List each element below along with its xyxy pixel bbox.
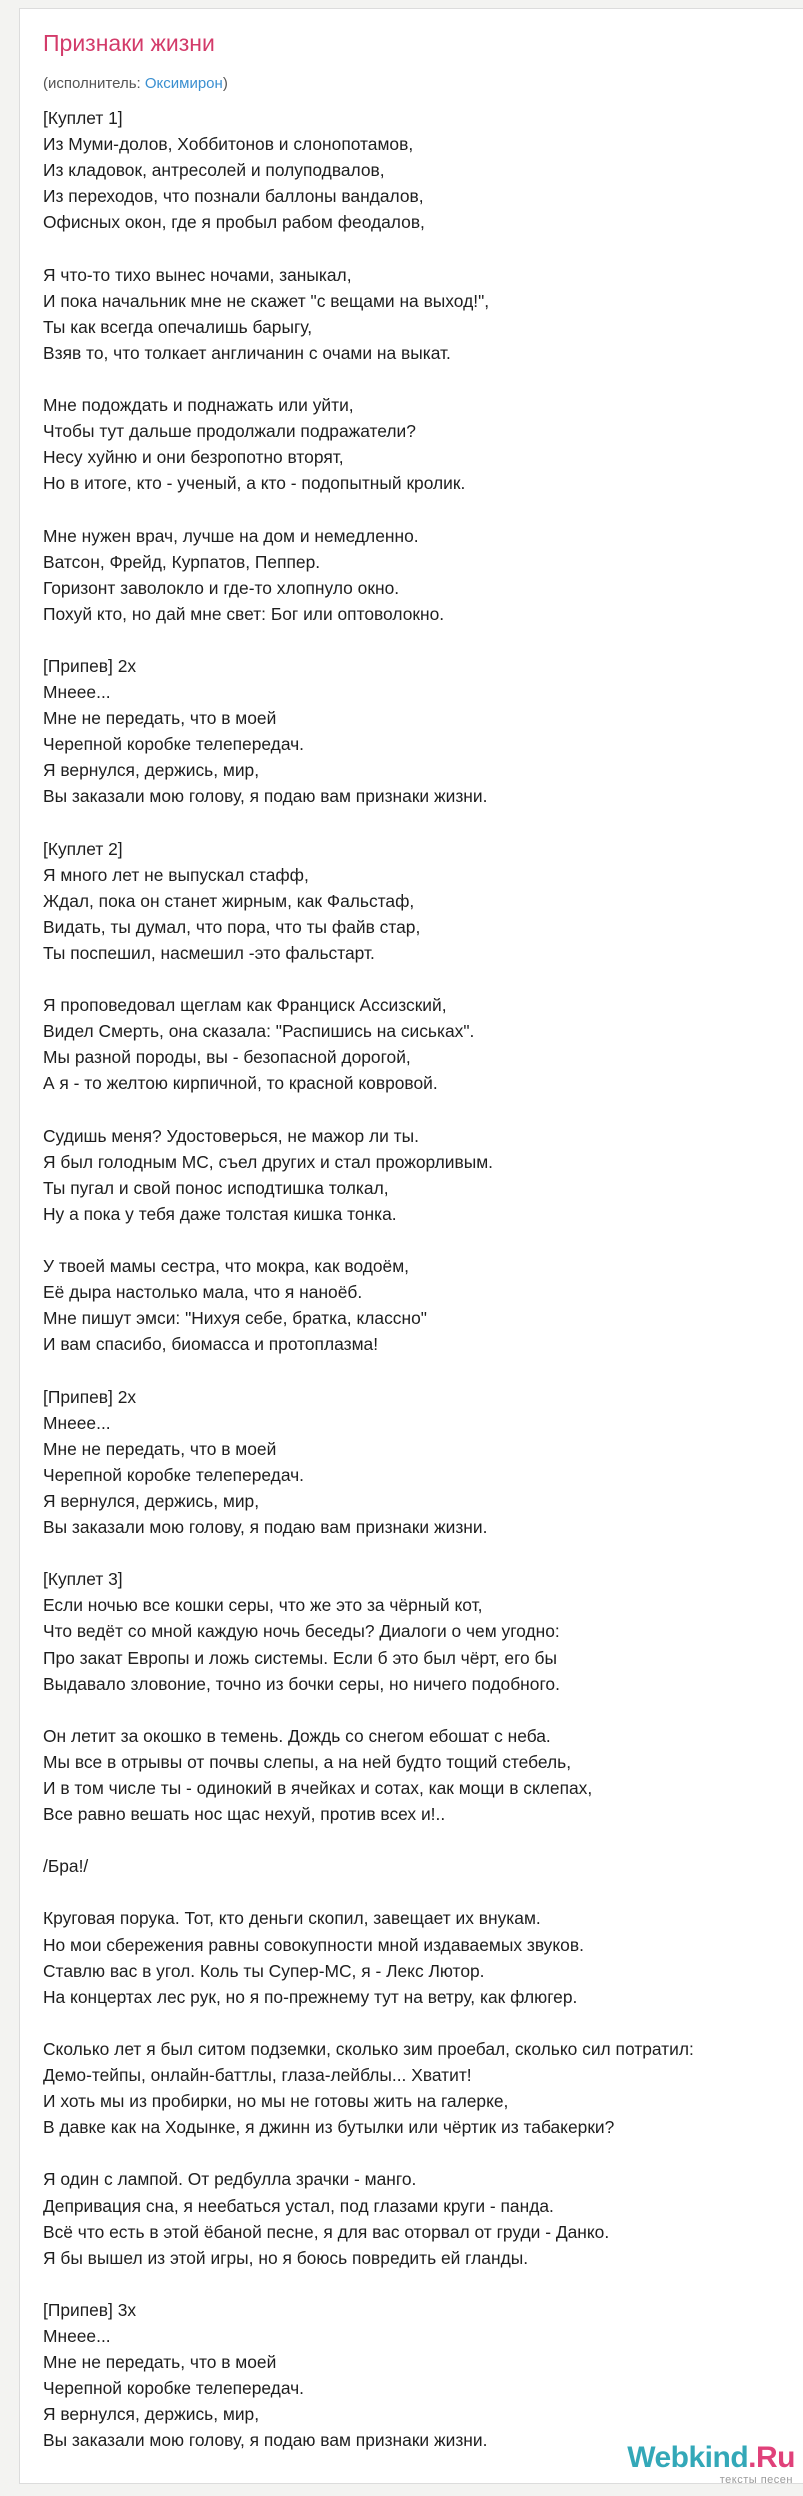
lyric-line: Взяв то, что толкает англичанин с очами на выкат.: [43, 342, 451, 363]
stanza-break: [43, 235, 803, 261]
lyric-line: Мне пишут эмси: "Нихуя себе, братка, классно": [43, 1308, 427, 1329]
lyric-line: Ты поспешил, насмешил -это фальстарт.: [43, 943, 375, 963]
lyric-line: Круговая порука. Тот, кто деньги скопил, завещает их внукам.: [43, 1908, 541, 1929]
stanza-break: [43, 1697, 803, 1723]
lyric-line: Видел Смерть, она сказала: "Распишись на сиськах".: [43, 1021, 475, 1042]
lyric-line: Депривация сна, я неебаться устал, под глазами круги - панда.: [43, 2195, 554, 2216]
stanza-break: [43, 1540, 803, 1566]
stanza-break: [43, 1097, 803, 1123]
lyric-line: Но мои сбережения равны совокупности мной издаваемых звуков.: [43, 1934, 584, 1955]
lyric-line: Я один с лампой. От редбулла зрачки - манго.: [43, 2169, 417, 2190]
lyric-line: Горизонт заволокло и где-то хлопнуло окно.: [43, 577, 400, 598]
lyric-line: Если ночью все кошки серы, что же это за чёрный кот,: [43, 1595, 483, 1616]
lyric-line: Он летит за окошко в темень. Дождь со снегом ебошат с неба.: [43, 1725, 551, 1746]
stanza-break: [43, 2140, 803, 2166]
lyric-line: Я бы вышел из этой игры, но я боюсь повредить ей гланды.: [43, 2247, 529, 2268]
lyrics-page: [19, 8, 803, 2484]
lyric-line: Её дыра настолько мала, что я наноёб.: [43, 1282, 363, 1303]
lyric-line: Видать, ты думал, что пора, что ты файв стар,: [43, 916, 421, 937]
lyric-line: У твоей мамы сестра, что мокра, как водоём,: [43, 1256, 410, 1277]
stanza-break: [43, 1358, 803, 1384]
stanza-break: [43, 810, 803, 836]
artist-link[interactable]: Оксимирон: [144, 75, 223, 92]
stanza-break: [43, 2010, 803, 2036]
lyric-line: [Куплет 2]: [43, 838, 123, 859]
lyric-line: В давке как на Ходынке, я джинн из бутылки или чёртик из табакерки?: [43, 2117, 615, 2138]
lyric-line: Мнеее...: [43, 682, 111, 703]
lyric-line: /Бра!/: [43, 1856, 89, 1877]
lyric-line: Я проповедовал щеглам как Франциск Ассизский,: [43, 995, 447, 1016]
lyric-line: [Куплет 3]: [43, 1569, 123, 1590]
lyric-line: Я что-то тихо вынес ночами, заныкал,: [43, 264, 352, 285]
lyric-line: Из переходов, что познали баллоны вандалов,: [43, 186, 424, 207]
lyric-line: Ватсон, Фрейд, Курпатов, Пеппер.: [43, 551, 321, 572]
lyric-line: Мне не передать, что в моей: [43, 1438, 277, 1459]
lyric-line: Из кладовок, антресолей и полуподвалов,: [43, 160, 385, 181]
lyric-line: Я вернулся, держись, мир,: [43, 1490, 260, 1511]
lyric-line: А я - то желтою кирпичной, то красной ковровой.: [43, 1073, 438, 1094]
lyric-line: Я вернулся, держись, мир,: [43, 2404, 260, 2425]
artist-prefix: (исполнитель:: [43, 75, 145, 92]
stanza-break: [43, 1879, 803, 1905]
lyric-line: [Куплет 1]: [43, 108, 123, 128]
lyric-line: Черепной коробке телепередач.: [43, 1464, 304, 1485]
lyric-line: И в том числе ты - одинокий в ячейках и сотах, как мощи в склепах,: [43, 1778, 593, 1798]
lyric-line: Мы все в отрывы от почвы слепы, а на ней будто тощий стебель,: [43, 1751, 572, 1772]
lyric-line: Черепной коробке телепередач.: [43, 2378, 304, 2399]
lyric-line: Вы заказали мою голову, я подаю вам признаки жизни.: [43, 786, 488, 807]
lyric-line: И вам спасибо, биомасса и протоплазма!: [43, 1334, 379, 1355]
lyric-line: И пока начальник мне не скажет "с вещами на выход!",: [43, 290, 490, 311]
lyric-line: Чтобы тут дальше продолжали подражатели?: [43, 421, 416, 442]
artist-line: [43, 75, 228, 93]
lyric-line: Что ведёт со мной каждую ночь беседы? Диалоги о чем угодно:: [43, 1621, 560, 1642]
lyric-line: Мы разной породы, вы - безопасной дорогой,: [43, 1047, 411, 1068]
lyrics-text: [43, 105, 803, 2453]
lyric-line: Офисных окон, где я пробыл рабом феодалов,: [43, 212, 425, 233]
lyric-line: [Припев] 2x: [43, 655, 137, 676]
lyric-line: Про закат Европы и ложь системы. Если б это был чёрт, его бы: [43, 1647, 557, 1668]
lyric-line: Мне не передать, что в моей: [43, 2352, 277, 2373]
lyric-line: Выдавало зловоние, точно из бочки серы, но ничего подобного.: [43, 1673, 560, 1694]
lyric-line: Мнеее...: [43, 1412, 111, 1433]
lyric-line: Я вернулся, держись, мир,: [43, 760, 260, 781]
song-title: Признаки жизни: [43, 30, 215, 56]
lyric-line: Ставлю вас в угол. Коль ты Супер-МС, я - Лекс Лютор.: [43, 1960, 485, 1981]
lyric-line: Несу хуйню и они безропотно вторят,: [43, 447, 344, 468]
lyric-line: Ты как всегда опечалишь барыгу,: [43, 316, 313, 337]
lyric-line: На концертах лес рук, но я по-прежнему тут на ветру, как флюгер.: [43, 1986, 578, 2007]
lyric-line: И хоть мы из пробирки, но мы не готовы жить на галерке,: [43, 2091, 509, 2112]
site-watermark: [627, 2442, 795, 2486]
lyric-line: Мне подождать и поднажать или уйти,: [43, 395, 354, 416]
lyric-line: Сколько лет я был ситом подземки, сколько зим проебал, сколько сил потратил:: [43, 2038, 694, 2059]
lyric-line: Мне нужен врач, лучше на дом и немедленно.: [43, 525, 419, 546]
lyric-line: Всё что есть в этой ёбаной песне, я для вас оторвал от груди - Данко.: [43, 2221, 610, 2242]
artist-suffix: ): [222, 75, 228, 92]
lyric-line: Вы заказали мою голову, я подаю вам признаки жизни.: [43, 1517, 488, 1538]
lyric-line: Ну а пока у тебя даже толстая кишка тонка.: [43, 1203, 397, 1224]
lyric-line: Мнеее...: [43, 2325, 111, 2346]
lyric-line: Мне не передать, что в моей: [43, 708, 277, 729]
lyric-line: Я был голодным МС, съел других и стал прожорливым.: [43, 1151, 493, 1172]
lyric-line: Все равно вешать нос щас нехуй, против всех и!..: [43, 1804, 446, 1825]
lyric-line: [Припев] 3x: [43, 2299, 137, 2320]
lyric-line: Вы заказали мою голову, я подаю вам признаки жизни.: [43, 2430, 488, 2451]
stanza-break: [43, 2271, 803, 2297]
stanza-break: [43, 1827, 803, 1853]
lyric-line: Демо-тейпы, онлайн-баттлы, глаза-лейблы... Хватит!: [43, 2065, 472, 2086]
site-logo-main: Webkind: [627, 2441, 749, 2474]
lyric-line: Ты пугал и свой понос исподтишка толкал,: [43, 1177, 389, 1198]
lyric-line: Но в итоге, кто - ученый, а кто - подопытный кролик.: [43, 473, 466, 494]
lyric-line: [Припев] 2x: [43, 1386, 137, 1407]
stanza-break: [43, 496, 803, 522]
lyric-line: Черепной коробке телепередач.: [43, 734, 304, 755]
site-logo-suffix: .Ru: [748, 2441, 795, 2474]
stanza-break: [43, 627, 803, 653]
stanza-break: [43, 366, 803, 392]
lyric-line: Ждал, пока он станет жирным, как Фальстаф,: [43, 890, 415, 911]
lyric-line: Похуй кто, но дай мне свет: Бог или оптоволокно.: [43, 603, 445, 624]
lyric-line: Из Муми-долов, Хоббитонов и слонопотамов,: [43, 134, 414, 155]
stanza-break: [43, 966, 803, 992]
lyric-line: Судишь меня? Удостоверься, не мажор ли ты.: [43, 1125, 419, 1146]
site-tagline: тексты песен: [719, 2474, 793, 2486]
lyric-line: Я много лет не выпускал стафф,: [43, 864, 309, 885]
site-logo: [627, 2442, 795, 2474]
stanza-break: [43, 1227, 803, 1253]
